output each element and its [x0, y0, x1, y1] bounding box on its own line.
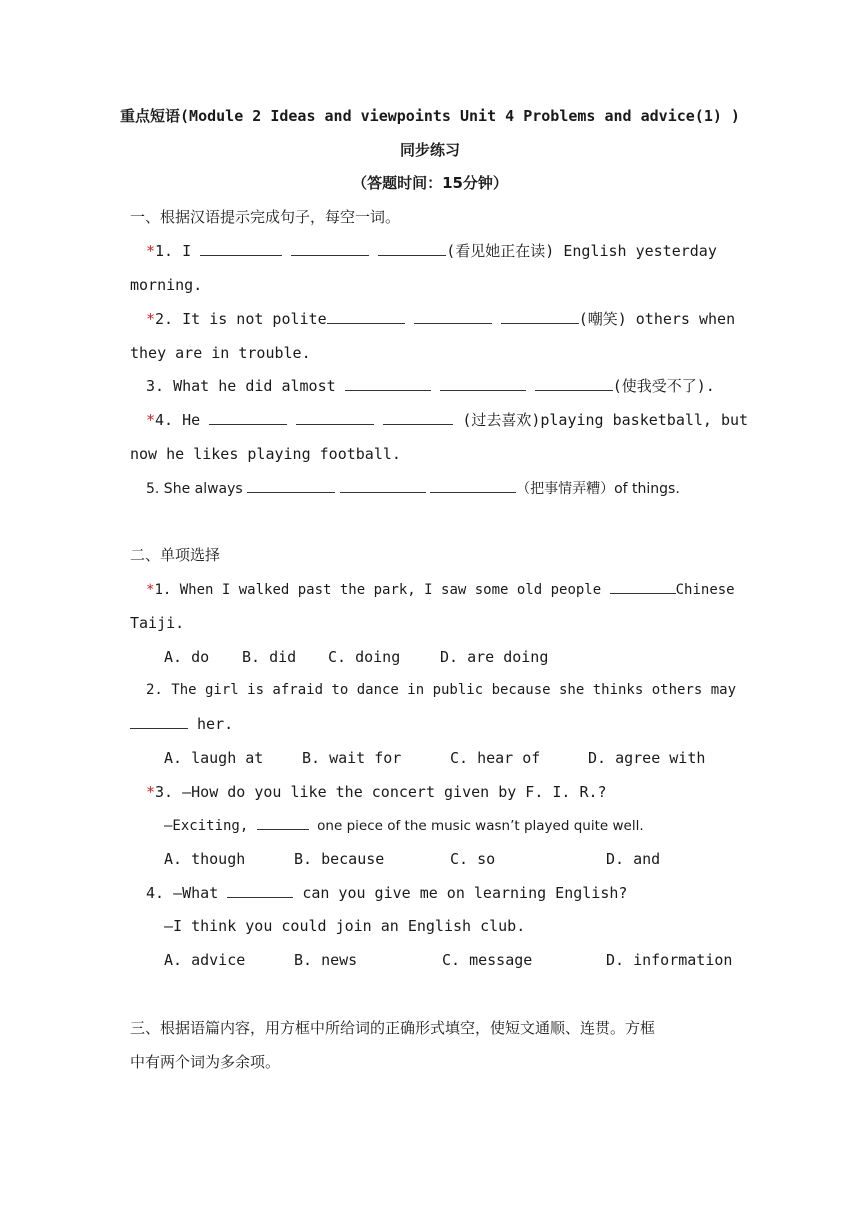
s2-question-2-cont: her. — [130, 714, 730, 734]
option-d[interactable]: D. are doing — [440, 648, 549, 666]
answer-blank[interactable] — [257, 815, 309, 830]
page-subtitle: 同步练习 — [399, 141, 460, 159]
s1-question-1: *1. I (看见她正在读) English yesterday — [146, 242, 717, 260]
answer-blank[interactable] — [327, 309, 405, 324]
star-mark: * — [146, 242, 156, 260]
s1-question-2-cont: they are in trouble. — [130, 344, 311, 362]
s1-question-2: *2. It is not polite (嘲笑) others when — [146, 310, 736, 328]
star-mark: * — [146, 310, 156, 328]
option-a[interactable]: A. though — [164, 850, 246, 868]
s2-question-3-reply: —Exciting, one piece of the music wasn’t played quite well. — [164, 815, 730, 836]
option-d[interactable]: D. information — [606, 951, 733, 969]
option-c[interactable]: C. message — [442, 951, 533, 969]
time-note: （答题时间：15分钟） — [352, 174, 508, 192]
s1-question-4: *4. He (过去喜欢)playing basketball, but — [146, 411, 749, 429]
answer-blank[interactable] — [535, 376, 613, 391]
section3-heading-cont: 中有两个词为多余项。 — [130, 1053, 281, 1071]
option-a[interactable]: A. laugh at — [164, 749, 264, 767]
s1-question-3: 3. What he did almost (使我受不了). — [146, 377, 715, 395]
star-mark: * — [146, 582, 155, 598]
answer-blank[interactable] — [501, 309, 579, 324]
page-title: 重点短语(Module 2 Ideas and viewpoints Unit 4 Problems and advice(1) ) — [120, 107, 740, 125]
option-c[interactable]: C. doing — [328, 648, 401, 666]
option-b[interactable]: B. because — [294, 850, 385, 868]
s2-question-4-reply: —I think you could join an English club. — [164, 917, 526, 935]
answer-blank[interactable] — [378, 241, 446, 256]
answer-blank[interactable] — [340, 478, 426, 493]
option-b[interactable]: B. news — [294, 951, 358, 969]
s1-question-4-cont: now he likes playing football. — [130, 445, 401, 463]
option-d[interactable]: D. agree with — [588, 749, 706, 767]
star-mark: * — [146, 411, 156, 429]
option-b[interactable]: B. wait for — [302, 749, 402, 767]
star-mark: * — [146, 783, 156, 801]
answer-blank[interactable] — [296, 410, 374, 425]
option-d[interactable]: D. and — [606, 850, 661, 868]
answer-blank[interactable] — [610, 579, 676, 594]
answer-blank[interactable] — [440, 376, 526, 391]
answer-blank[interactable] — [130, 714, 188, 729]
s2-question-4: 4. —What can you give me on learning English? — [146, 884, 628, 902]
s2-question-1: *1. When I walked past the park, I saw some old people Chinese — [146, 579, 730, 600]
answer-blank[interactable] — [291, 241, 369, 256]
section1-heading: 一、根据汉语提示完成句子，每空一词。 — [130, 208, 401, 226]
answer-blank[interactable] — [209, 410, 287, 425]
answer-blank[interactable] — [345, 376, 431, 391]
s1-question-5: 5. She always （把事情弄糟）of things. — [146, 478, 730, 499]
option-c[interactable]: C. so — [450, 850, 496, 868]
option-a[interactable]: A. advice — [164, 951, 246, 969]
option-c[interactable]: C. hear of — [450, 749, 541, 767]
s2-question-2: 2. The girl is afraid to dance in public because she thinks others may — [146, 682, 737, 698]
section2-heading: 二、单项选择 — [130, 546, 221, 564]
answer-blank[interactable] — [200, 241, 282, 256]
answer-blank[interactable] — [430, 478, 516, 493]
s2-question-1-cont: Taiji. — [130, 614, 185, 632]
section3-heading: 三、根据语篇内容，用方框中所给词的正确形式填空，使短文通顺、连贯。方框 — [130, 1019, 656, 1037]
answer-blank[interactable] — [414, 309, 492, 324]
s1-question-1-cont: morning. — [130, 276, 203, 294]
option-a[interactable]: A. do — [164, 648, 210, 666]
option-b[interactable]: B. did — [242, 648, 297, 666]
s2-question-3: *3. —How do you like the concert given by F. I. R.? — [146, 783, 607, 801]
answer-blank[interactable] — [227, 883, 293, 898]
answer-blank[interactable] — [247, 478, 335, 493]
answer-blank[interactable] — [383, 410, 453, 425]
